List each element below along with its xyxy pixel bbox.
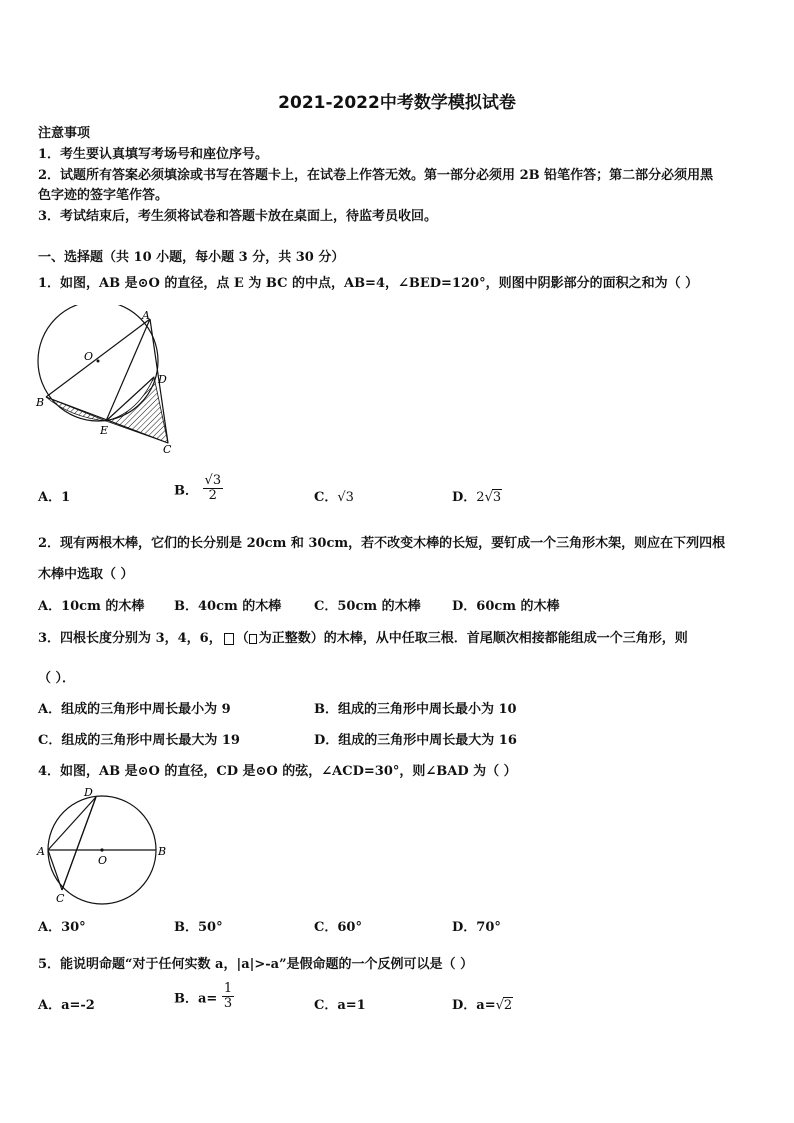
label-c: C [56, 892, 65, 905]
notice-heading: 注意事项 [38, 126, 91, 141]
page-title: 2021-2022中考数学模拟试卷 [278, 93, 516, 113]
question-5-option-b[interactable]: B．a= $\frac{1}{3}$ [174, 981, 233, 1012]
question-4-figure [34, 782, 174, 907]
question-1-figure [30, 305, 180, 460]
question-4-option-d[interactable]: D．70° [452, 920, 501, 935]
question-3-stem-cont: （ ）． [38, 671, 76, 686]
question-5-option-c[interactable]: C．a=1 [314, 998, 366, 1013]
label-e: E [100, 424, 109, 437]
question-2-option-d[interactable]: D．60cm 的木棒 [452, 599, 560, 614]
label-a: A [142, 309, 150, 322]
label-d: D [158, 373, 167, 386]
question-2-option-a[interactable]: A．10cm 的木棒 [38, 599, 145, 614]
section-heading: 一、选择题（共 10 小题，每小题 3 分，共 30 分） [38, 250, 345, 265]
question-1-option-b[interactable]: B． $\frac{√3}{2}$ [174, 473, 222, 504]
label-o: O [98, 854, 108, 867]
question-3-stem: 3．四根长度分别为 3，4，6， （ 为正整数）的木棒，从中任取三根．首尾顺次相接都能组成一个三角形，则 [38, 631, 688, 646]
question-3-option-b[interactable]: B．组成的三角形中周长最小为 10 [314, 702, 517, 717]
question-2-option-c[interactable]: C．50cm 的木棒 [314, 599, 421, 614]
notice-item: 2．试题所有答案必须填涂或书写在答题卡上，在试卷上作答无效。第一部分必须用 2B 铅笔作答；第二部分必须用黑 [38, 168, 714, 183]
shaded-region-2 [106, 377, 168, 443]
question-3-option-d[interactable]: D．组成的三角形中周长最大为 16 [314, 733, 517, 748]
label-c: C [163, 443, 172, 456]
label-o: O [84, 350, 94, 363]
question-4-option-a[interactable]: A．30° [38, 920, 86, 935]
question-1-stem: 1．如图，AB 是⊙O 的直径，点 E 为 BC 的中点，AB=4，∠BED=120°，则图中阴影部分的面积之和为（ ） [38, 276, 699, 291]
question-1-option-c[interactable]: C．√3 [314, 490, 354, 505]
question-2-stem-cont: 木棒中选取（ ） [38, 567, 134, 582]
question-4-option-b[interactable]: B．50° [174, 920, 223, 935]
question-2-option-b[interactable]: B．40cm 的木棒 [174, 599, 282, 614]
label-a: A [37, 845, 45, 858]
question-3-option-a[interactable]: A．组成的三角形中周长最小为 9 [38, 702, 231, 717]
question-3-option-c[interactable]: C．组成的三角形中周长最大为 19 [38, 733, 240, 748]
notice-item: 色字迹的签字笔作答。 [38, 188, 169, 203]
question-2-stem: 2．现有两根木棒，它们的长分别是 20cm 和 30cm，若不改变木棒的长短，要钉成一个三角形木架，则应在下列四根 [38, 536, 726, 551]
label-b: B [36, 396, 45, 409]
notice-item: 1．考生要认真填写考场号和座位序号。 [38, 147, 269, 162]
variable-box [224, 633, 234, 645]
label-b: B [158, 845, 167, 858]
question-4-stem: 4．如图，AB 是⊙O 的直径，CD 是⊙O 的弦，∠ACD=30°，则∠BAD 为（ ） [38, 764, 517, 779]
question-1-option-a[interactable]: A．1 [38, 490, 71, 505]
question-5-option-a[interactable]: A．a=-2 [38, 998, 95, 1013]
notice-item: 3．考试结束后，考生须将试卷和答题卡放在桌面上，待监考员收回。 [38, 209, 438, 224]
label-d: D [84, 786, 93, 799]
question-1-option-d[interactable]: D．2√3 [452, 490, 502, 505]
question-5-option-d[interactable]: D．a=√2 [452, 998, 513, 1013]
question-4-option-c[interactable]: C．60° [314, 920, 362, 935]
question-5-stem: 5．能说明命题“对于任何实数 a，|a|>-a”是假命题的一个反例可以是（ ） [38, 957, 474, 972]
